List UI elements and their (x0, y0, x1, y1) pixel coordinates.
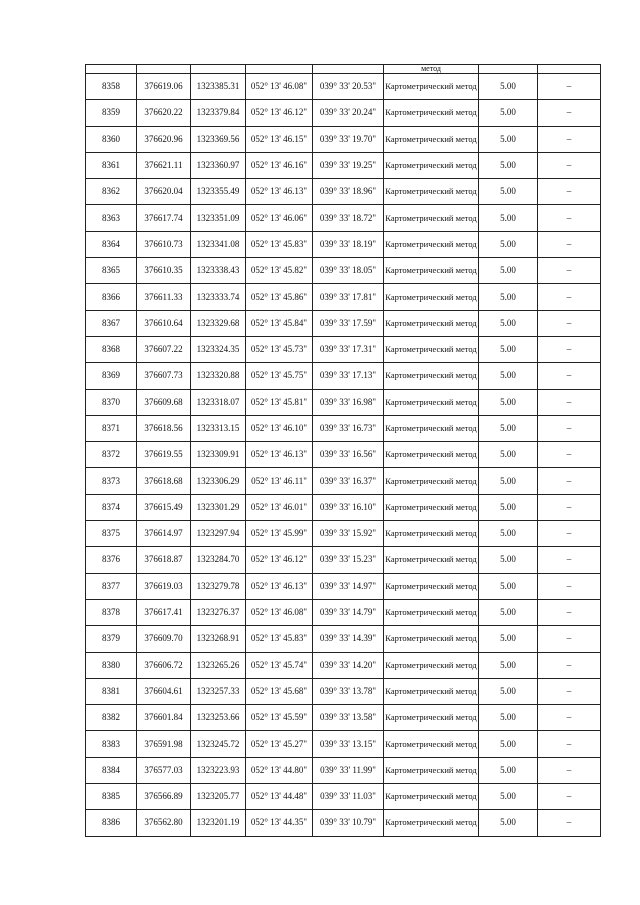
x-coordinate-cell: 376619.06 (137, 74, 191, 100)
accuracy-cell: 5.00 (479, 810, 538, 836)
description-cell (538, 65, 601, 74)
accuracy-cell (479, 65, 538, 74)
table-row (86, 678, 601, 704)
point-number-cell: 8360 (86, 126, 137, 152)
y-coordinate-cell: 1323320.88 (191, 363, 246, 389)
latitude-cell: 052° 13' 45.59" (246, 705, 313, 731)
latitude-cell: 052° 13' 45.83" (246, 231, 313, 257)
point-number-cell: 8361 (86, 152, 137, 178)
longitude-cell: 039° 33' 16.37" (313, 468, 384, 494)
table-row (86, 705, 601, 731)
longitude-cell: 039° 33' 20.24" (313, 100, 384, 126)
latitude-cell: 052° 13' 46.08" (246, 74, 313, 100)
determination-method-cell: Картометрический метод (384, 652, 479, 678)
description-cell: – (538, 599, 601, 625)
determination-method-cell: Картометрический метод (384, 626, 479, 652)
latitude-cell: 052° 13' 45.68" (246, 678, 313, 704)
longitude-cell: 039° 33' 11.99" (313, 757, 384, 783)
y-coordinate-cell: 1323379.84 (191, 100, 246, 126)
description-cell: – (538, 74, 601, 100)
table-row (86, 626, 601, 652)
x-coordinate-cell: 376610.35 (137, 258, 191, 284)
table-row (86, 179, 601, 205)
determination-method-cell: Картометрический метод (384, 100, 479, 126)
accuracy-cell: 5.00 (479, 310, 538, 336)
point-number-cell: 8365 (86, 258, 137, 284)
y-coordinate-cell: 1323341.08 (191, 231, 246, 257)
x-coordinate-cell: 376618.87 (137, 547, 191, 573)
y-coordinate-cell (191, 65, 246, 74)
longitude-cell: 039° 33' 16.10" (313, 494, 384, 520)
description-cell: – (538, 626, 601, 652)
accuracy-cell: 5.00 (479, 389, 538, 415)
determination-method-cell: Картометрический метод (384, 415, 479, 441)
point-number-cell: 8381 (86, 678, 137, 704)
point-number-cell: 8366 (86, 284, 137, 310)
determination-method-cell: Картометрический метод (384, 205, 479, 231)
description-cell: – (538, 231, 601, 257)
longitude-cell: 039° 33' 14.39" (313, 626, 384, 652)
x-coordinate-cell: 376619.03 (137, 573, 191, 599)
point-number-cell: 8372 (86, 442, 137, 468)
accuracy-cell: 5.00 (479, 363, 538, 389)
longitude-cell: 039° 33' 16.56" (313, 442, 384, 468)
x-coordinate-cell: 376618.68 (137, 468, 191, 494)
determination-method-cell: Картометрический метод (384, 599, 479, 625)
x-coordinate-cell: 376611.33 (137, 284, 191, 310)
x-coordinate-cell: 376606.72 (137, 652, 191, 678)
longitude-cell: 039° 33' 10.79" (313, 810, 384, 836)
table-row (86, 100, 601, 126)
determination-method-cell: Картометрический метод (384, 757, 479, 783)
x-coordinate-cell: 376604.61 (137, 678, 191, 704)
y-coordinate-cell: 1323306.29 (191, 468, 246, 494)
description-cell: – (538, 705, 601, 731)
x-coordinate-cell: 376620.04 (137, 179, 191, 205)
y-coordinate-cell: 1323351.09 (191, 205, 246, 231)
y-coordinate-cell: 1323355.49 (191, 179, 246, 205)
description-cell: – (538, 468, 601, 494)
latitude-cell: 052° 13' 44.35" (246, 810, 313, 836)
table-row (86, 284, 601, 310)
description-cell: – (538, 363, 601, 389)
point-number-cell: 8377 (86, 573, 137, 599)
table-row (86, 415, 601, 441)
latitude-cell: 052° 13' 46.12" (246, 547, 313, 573)
table-row (86, 757, 601, 783)
y-coordinate-cell: 1323265.26 (191, 652, 246, 678)
y-coordinate-cell: 1323268.91 (191, 626, 246, 652)
y-coordinate-cell: 1323223.93 (191, 757, 246, 783)
longitude-cell: 039° 33' 11.03" (313, 784, 384, 810)
longitude-cell: 039° 33' 16.73" (313, 415, 384, 441)
description-cell: – (538, 284, 601, 310)
determination-method-cell: Картометрический метод (384, 389, 479, 415)
description-cell: – (538, 652, 601, 678)
latitude-cell: 052° 13' 45.81" (246, 389, 313, 415)
table-row (86, 547, 601, 573)
point-number-cell: 8368 (86, 336, 137, 362)
accuracy-cell: 5.00 (479, 731, 538, 757)
point-number-cell: 8385 (86, 784, 137, 810)
description-cell: – (538, 179, 601, 205)
accuracy-cell: 5.00 (479, 179, 538, 205)
determination-method-cell: Картометрический метод (384, 74, 479, 100)
longitude-cell: 039° 33' 18.19" (313, 231, 384, 257)
y-coordinate-cell: 1323245.72 (191, 731, 246, 757)
point-number-cell: 8378 (86, 599, 137, 625)
determination-method-cell: Картометрический метод (384, 336, 479, 362)
longitude-cell: 039° 33' 19.70" (313, 126, 384, 152)
determination-method-cell: Картометрический метод (384, 705, 479, 731)
y-coordinate-cell: 1323279.78 (191, 573, 246, 599)
x-coordinate-cell: 376617.41 (137, 599, 191, 625)
description-cell: – (538, 810, 601, 836)
description-cell: – (538, 757, 601, 783)
point-number-cell: 8367 (86, 310, 137, 336)
point-number-cell: 8376 (86, 547, 137, 573)
latitude-cell: 052° 13' 46.01" (246, 494, 313, 520)
y-coordinate-cell: 1323324.35 (191, 336, 246, 362)
description-cell: – (538, 494, 601, 520)
x-coordinate-cell (137, 65, 191, 74)
accuracy-cell: 5.00 (479, 336, 538, 362)
point-number-cell: 8382 (86, 705, 137, 731)
latitude-cell: 052° 13' 45.99" (246, 521, 313, 547)
x-coordinate-cell: 376618.56 (137, 415, 191, 441)
table-row (86, 652, 601, 678)
longitude-cell: 039° 33' 14.97" (313, 573, 384, 599)
x-coordinate-cell: 376621.11 (137, 152, 191, 178)
latitude-cell: 052° 13' 45.75" (246, 363, 313, 389)
latitude-cell: 052° 13' 44.48" (246, 784, 313, 810)
x-coordinate-cell: 376577.03 (137, 757, 191, 783)
determination-method-cell: Картометрический метод (384, 521, 479, 547)
point-number-cell (86, 65, 137, 74)
accuracy-cell: 5.00 (479, 231, 538, 257)
table-row (86, 258, 601, 284)
y-coordinate-cell: 1323301.29 (191, 494, 246, 520)
x-coordinate-cell: 376620.96 (137, 126, 191, 152)
y-coordinate-cell: 1323253.66 (191, 705, 246, 731)
point-number-cell: 8370 (86, 389, 137, 415)
description-cell: – (538, 152, 601, 178)
description-cell: – (538, 336, 601, 362)
x-coordinate-cell: 376619.55 (137, 442, 191, 468)
determination-method-cell: Картометрический метод (384, 363, 479, 389)
determination-method-cell: Картометрический метод (384, 678, 479, 704)
latitude-cell: 052° 13' 46.08" (246, 599, 313, 625)
determination-method-cell: Картометрический метод (384, 810, 479, 836)
table-row (86, 389, 601, 415)
x-coordinate-cell: 376609.68 (137, 389, 191, 415)
determination-method-cell: Картометрический метод (384, 547, 479, 573)
point-number-cell: 8373 (86, 468, 137, 494)
y-coordinate-cell: 1323257.33 (191, 678, 246, 704)
accuracy-cell: 5.00 (479, 494, 538, 520)
y-coordinate-cell: 1323201.19 (191, 810, 246, 836)
longitude-cell: 039° 33' 14.79" (313, 599, 384, 625)
determination-method-cell: Картометрический метод (384, 468, 479, 494)
description-cell: – (538, 126, 601, 152)
longitude-cell: 039° 33' 16.98" (313, 389, 384, 415)
determination-method-cell: Картометрический метод (384, 442, 479, 468)
continuation-row (86, 65, 601, 74)
y-coordinate-cell: 1323360.97 (191, 152, 246, 178)
determination-method-cell: Картометрический метод (384, 258, 479, 284)
accuracy-cell: 5.00 (479, 468, 538, 494)
point-number-cell: 8375 (86, 521, 137, 547)
determination-method-cell: Картометрический метод (384, 152, 479, 178)
determination-method-cell: Картометрический метод (384, 284, 479, 310)
y-coordinate-cell: 1323338.43 (191, 258, 246, 284)
table-row (86, 231, 601, 257)
longitude-cell: 039° 33' 15.23" (313, 547, 384, 573)
x-coordinate-cell: 376566.89 (137, 784, 191, 810)
accuracy-cell: 5.00 (479, 100, 538, 126)
description-cell: – (538, 415, 601, 441)
x-coordinate-cell: 376562.80 (137, 810, 191, 836)
accuracy-cell: 5.00 (479, 284, 538, 310)
accuracy-cell: 5.00 (479, 573, 538, 599)
table-row (86, 573, 601, 599)
table-row (86, 310, 601, 336)
point-number-cell: 8369 (86, 363, 137, 389)
y-coordinate-cell: 1323284.70 (191, 547, 246, 573)
longitude-cell: 039° 33' 18.72" (313, 205, 384, 231)
longitude-cell: 039° 33' 19.25" (313, 152, 384, 178)
x-coordinate-cell: 376609.70 (137, 626, 191, 652)
longitude-cell: 039° 33' 17.31" (313, 336, 384, 362)
y-coordinate-cell: 1323333.74 (191, 284, 246, 310)
point-number-cell: 8374 (86, 494, 137, 520)
coordinates-table-page (85, 64, 601, 837)
y-coordinate-cell: 1323309.91 (191, 442, 246, 468)
y-coordinate-cell: 1323313.15 (191, 415, 246, 441)
longitude-cell: 039° 33' 14.20" (313, 652, 384, 678)
point-number-cell: 8358 (86, 74, 137, 100)
point-number-cell: 8362 (86, 179, 137, 205)
table-row (86, 521, 601, 547)
point-number-cell: 8364 (86, 231, 137, 257)
longitude-cell: 039° 33' 17.81" (313, 284, 384, 310)
y-coordinate-cell: 1323297.94 (191, 521, 246, 547)
description-cell: – (538, 310, 601, 336)
latitude-cell: 052° 13' 45.73" (246, 336, 313, 362)
longitude-cell: 039° 33' 13.58" (313, 705, 384, 731)
determination-method-cell: Картометрический метод (384, 310, 479, 336)
accuracy-cell: 5.00 (479, 678, 538, 704)
accuracy-cell: 5.00 (479, 547, 538, 573)
accuracy-cell: 5.00 (479, 599, 538, 625)
description-cell: – (538, 258, 601, 284)
table-row (86, 494, 601, 520)
accuracy-cell: 5.00 (479, 652, 538, 678)
accuracy-cell: 5.00 (479, 126, 538, 152)
longitude-cell (313, 65, 384, 74)
table-row (86, 152, 601, 178)
determination-method-cell: Картометрический метод (384, 179, 479, 205)
description-cell: – (538, 731, 601, 757)
description-cell: – (538, 678, 601, 704)
accuracy-cell: 5.00 (479, 784, 538, 810)
point-number-cell: 8380 (86, 652, 137, 678)
x-coordinate-cell: 376620.22 (137, 100, 191, 126)
x-coordinate-cell: 376601.84 (137, 705, 191, 731)
description-cell: – (538, 389, 601, 415)
determination-method-cell: Картометрический метод (384, 784, 479, 810)
longitude-cell: 039° 33' 13.78" (313, 678, 384, 704)
y-coordinate-cell: 1323205.77 (191, 784, 246, 810)
y-coordinate-cell: 1323329.68 (191, 310, 246, 336)
description-cell: – (538, 573, 601, 599)
x-coordinate-cell: 376610.64 (137, 310, 191, 336)
table-row (86, 468, 601, 494)
description-cell: – (538, 442, 601, 468)
point-number-cell: 8371 (86, 415, 137, 441)
latitude-cell: 052° 13' 45.82" (246, 258, 313, 284)
table-row (86, 442, 601, 468)
x-coordinate-cell: 376614.97 (137, 521, 191, 547)
description-cell: – (538, 784, 601, 810)
y-coordinate-cell: 1323276.37 (191, 599, 246, 625)
longitude-cell: 039° 33' 17.13" (313, 363, 384, 389)
description-cell: – (538, 521, 601, 547)
latitude-cell: 052° 13' 46.15" (246, 126, 313, 152)
description-cell: – (538, 205, 601, 231)
coordinates-table (85, 64, 601, 837)
longitude-cell: 039° 33' 18.96" (313, 179, 384, 205)
latitude-cell (246, 65, 313, 74)
point-number-cell: 8363 (86, 205, 137, 231)
longitude-cell: 039° 33' 13.15" (313, 731, 384, 757)
y-coordinate-cell: 1323385.31 (191, 74, 246, 100)
latitude-cell: 052° 13' 44.80" (246, 757, 313, 783)
accuracy-cell: 5.00 (479, 258, 538, 284)
point-number-cell: 8386 (86, 810, 137, 836)
y-coordinate-cell: 1323369.56 (191, 126, 246, 152)
determination-method-cell: Картометрический метод (384, 731, 479, 757)
latitude-cell: 052° 13' 46.13" (246, 179, 313, 205)
table-row (86, 205, 601, 231)
determination-method-cell: Картометрический метод (384, 231, 479, 257)
latitude-cell: 052° 13' 45.84" (246, 310, 313, 336)
longitude-cell: 039° 33' 20.53" (313, 74, 384, 100)
latitude-cell: 052° 13' 45.86" (246, 284, 313, 310)
table-row (86, 126, 601, 152)
latitude-cell: 052° 13' 46.12" (246, 100, 313, 126)
longitude-cell: 039° 33' 17.59" (313, 310, 384, 336)
accuracy-cell: 5.00 (479, 205, 538, 231)
accuracy-cell: 5.00 (479, 74, 538, 100)
x-coordinate-cell: 376617.74 (137, 205, 191, 231)
x-coordinate-cell: 376610.73 (137, 231, 191, 257)
accuracy-cell: 5.00 (479, 442, 538, 468)
description-cell: – (538, 547, 601, 573)
determination-method-cell: Картометрический метод (384, 494, 479, 520)
accuracy-cell: 5.00 (479, 757, 538, 783)
table-row (86, 784, 601, 810)
latitude-cell: 052° 13' 45.27" (246, 731, 313, 757)
table-body (86, 65, 601, 837)
latitude-cell: 052° 13' 46.16" (246, 152, 313, 178)
x-coordinate-cell: 376591.98 (137, 731, 191, 757)
accuracy-cell: 5.00 (479, 705, 538, 731)
longitude-cell: 039° 33' 18.05" (313, 258, 384, 284)
latitude-cell: 052° 13' 46.11" (246, 468, 313, 494)
point-number-cell: 8383 (86, 731, 137, 757)
table-row (86, 810, 601, 836)
x-coordinate-cell: 376607.22 (137, 336, 191, 362)
table-row (86, 731, 601, 757)
latitude-cell: 052° 13' 46.13" (246, 573, 313, 599)
table-row (86, 74, 601, 100)
accuracy-cell: 5.00 (479, 152, 538, 178)
table-row (86, 336, 601, 362)
determination-method-cell: метод (384, 65, 479, 74)
longitude-cell: 039° 33' 15.92" (313, 521, 384, 547)
determination-method-cell: Картометрический метод (384, 126, 479, 152)
table-row (86, 363, 601, 389)
latitude-cell: 052° 13' 45.74" (246, 652, 313, 678)
latitude-cell: 052° 13' 45.83" (246, 626, 313, 652)
latitude-cell: 052° 13' 46.06" (246, 205, 313, 231)
latitude-cell: 052° 13' 46.13" (246, 442, 313, 468)
point-number-cell: 8379 (86, 626, 137, 652)
point-number-cell: 8384 (86, 757, 137, 783)
accuracy-cell: 5.00 (479, 626, 538, 652)
point-number-cell: 8359 (86, 100, 137, 126)
determination-method-cell: Картометрический метод (384, 573, 479, 599)
y-coordinate-cell: 1323318.07 (191, 389, 246, 415)
latitude-cell: 052° 13' 46.10" (246, 415, 313, 441)
accuracy-cell: 5.00 (479, 415, 538, 441)
accuracy-cell: 5.00 (479, 521, 538, 547)
description-cell: – (538, 100, 601, 126)
table-row (86, 599, 601, 625)
x-coordinate-cell: 376615.49 (137, 494, 191, 520)
x-coordinate-cell: 376607.73 (137, 363, 191, 389)
